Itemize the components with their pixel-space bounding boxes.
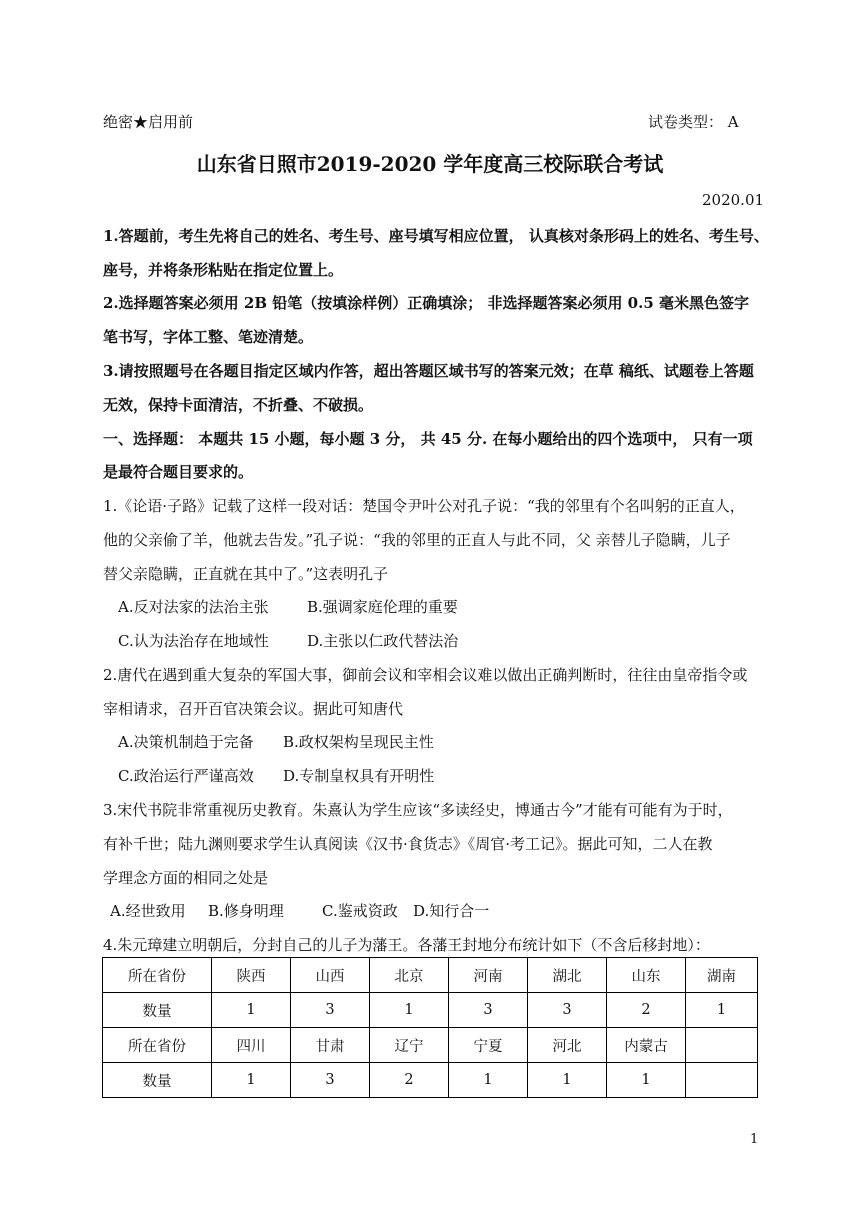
table-cell: 所在省份 [103, 958, 212, 993]
table-row [103, 993, 758, 1028]
question-2-line-1: 2.唐代在遇到重大复杂的军国大事，御前会议和宰相会议难以做出正确判断时，往往由皇帝指令或 [103, 666, 748, 684]
table-cell: 宁夏 [449, 1028, 528, 1063]
question-3-option-d: D.知行合一 [413, 902, 490, 920]
table-cell: 河南 [449, 958, 528, 993]
question-3-line-2: 有补千世；陆九渊则要求学生认真阅读《汉书·食货志》《周官·考工记》。据此可知，二人在教 [103, 835, 713, 853]
instruction-1-line-2: 座号，并将条形粘贴在指定位置上。 [103, 261, 344, 279]
table-cell: 陕西 [212, 958, 291, 993]
table-cell: 山东 [607, 958, 686, 993]
question-1-option-a: A.反对法家的法治主张 [118, 598, 269, 616]
question-4-line-1: 4.朱元璋建立明朝后，分封自己的儿子为藩王。各藩王封地分布统计如下（不含后移封地）： [103, 936, 710, 954]
table-cell: 四川 [212, 1028, 291, 1063]
table-cell: 所在省份 [103, 1028, 212, 1063]
table-cell: 2 [607, 993, 686, 1028]
instruction-2-line-1: 2.选择题答案必须用 2B 铅笔（按填涂样例）正确填涂； 非选择题答案必须用 0.5 毫米黑色签字 [103, 294, 749, 312]
section-heading-line-1: 一、选择题： 本题共 15 小题，每小题 3 分， 共 45 分. 在每小题给出的四个选项中， 只有一项 [103, 430, 753, 448]
question-2-option-a: A.决策机制趋于完备 [118, 733, 254, 751]
question-3-line-1: 3.宋代书院非常重视历史教育。朱熹认为学生应该“多读经史，博通古今”才能有可能有为于时， [103, 801, 733, 819]
table-cell: 1 [686, 993, 758, 1028]
table-cell: 湖南 [686, 958, 758, 993]
fief-distribution-table [102, 957, 758, 1098]
question-1-option-b: B.强调家庭伦理的重要 [307, 598, 458, 616]
table-cell: 河北 [528, 1028, 607, 1063]
question-1-option-c: C.认为法治存在地域性 [118, 632, 269, 650]
secret-label: 绝密★启用前 [103, 113, 194, 131]
table-cell: 3 [528, 993, 607, 1028]
table-cell: 3 [449, 993, 528, 1028]
question-1-line-1: 1.《论语·子路》记载了这样一段对话：楚国令尹叶公对孔子说：“我的邻里有个名叫躬的正直人， [103, 497, 745, 515]
table-cell: 1 [212, 1063, 291, 1098]
table-cell: 1 [370, 993, 449, 1028]
table-cell: 1 [607, 1063, 686, 1098]
table-cell: 山西 [291, 958, 370, 993]
table-cell: 2 [370, 1063, 449, 1098]
table-cell [686, 1028, 758, 1063]
table-cell [686, 1063, 758, 1098]
instruction-3-line-1: 3.请按照题号在各题目指定区域内作答，超出答题区域书写的答案元效；在草 稿纸、试题卷上答题 [103, 362, 754, 380]
table-cell: 1 [528, 1063, 607, 1098]
table-cell: 1 [449, 1063, 528, 1098]
instruction-2-line-2: 笔书写，字体工整、笔迹清楚。 [103, 328, 314, 346]
question-3-line-3: 学理念方面的相同之处是 [103, 869, 269, 887]
table-cell: 数量 [103, 993, 212, 1028]
question-1-line-3: 替父亲隐瞒，正直就在其中了。”这表明孔子 [103, 565, 389, 583]
section-heading-line-2: 是最符合题目要求的。 [103, 463, 254, 481]
question-2-line-2: 宰相请求，召开百官决策会议。据此可知唐代 [103, 700, 404, 718]
table-cell: 湖北 [528, 958, 607, 993]
table-row [103, 1063, 758, 1098]
question-2-option-d: D.专制皇权具有开明性 [283, 767, 435, 785]
table-cell: 内蒙古 [607, 1028, 686, 1063]
instruction-3-line-2: 无效，保持卡面清洁，不折叠、不破损。 [103, 396, 374, 414]
question-3-option-a: A.经世致用 [110, 902, 186, 920]
question-1-option-d: D.主张以仁政代替法治 [307, 632, 459, 650]
page-title: 山东省日照市2019-2020 学年度高三校际联合考试 [196, 152, 664, 176]
table-cell: 辽宁 [370, 1028, 449, 1063]
question-3-option-b: B.修身明理 [208, 902, 284, 920]
page-number: 1 [750, 1132, 759, 1147]
exam-date: 2020.01 [702, 191, 765, 209]
table-cell: 3 [291, 993, 370, 1028]
question-1-line-2: 他的父亲偷了羊，他就去告发。”孔子说：“我的邻里的正直人与此不同，父 亲替儿子隐瞒，儿子 [103, 531, 731, 549]
question-2-option-b: B.政权架构呈现民主性 [283, 733, 434, 751]
table-cell: 3 [291, 1063, 370, 1098]
paper-type-label: 试卷类型： A [648, 113, 739, 131]
question-2-option-c: C.政治运行严谨高效 [118, 767, 254, 785]
table-cell: 甘肃 [291, 1028, 370, 1063]
table-row [103, 1028, 758, 1063]
question-3-option-c: C.鉴戒资政 [322, 902, 398, 920]
table-cell: 数量 [103, 1063, 212, 1098]
table-cell: 1 [212, 993, 291, 1028]
table-cell: 北京 [370, 958, 449, 993]
instruction-1-line-1: 1.答题前，考生先将自己的姓名、考生号、座号填写相应位置， 认真核对条形码上的姓名、考生号、 [103, 227, 769, 245]
table-row [103, 958, 758, 993]
